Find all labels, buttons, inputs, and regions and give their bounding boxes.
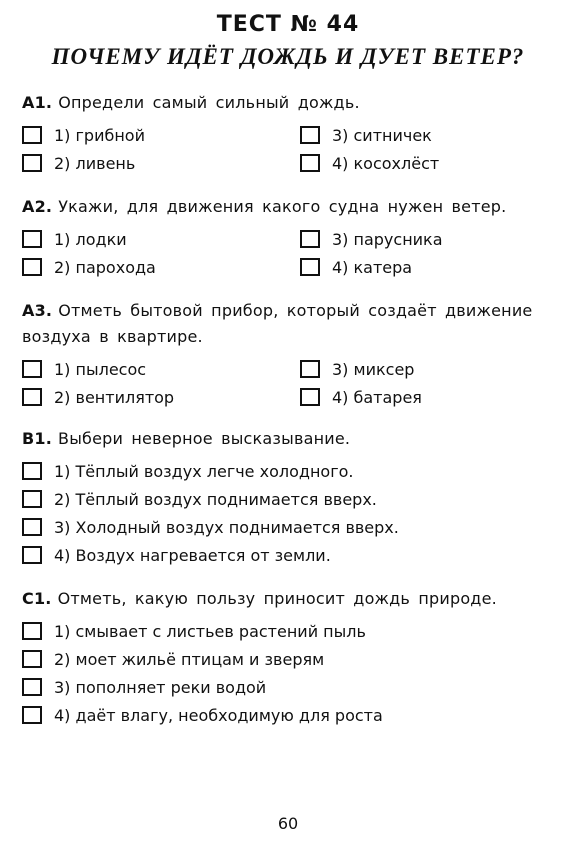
- option-b1-1[interactable]: [22, 458, 353, 484]
- test-title: ТЕСТ № 44: [216, 12, 360, 37]
- question-b1: [22, 426, 552, 570]
- option-label: 4) косохлёст: [332, 153, 440, 173]
- option-a1-2[interactable]: [22, 150, 135, 176]
- checkbox[interactable]: [22, 462, 42, 480]
- option-c1-1[interactable]: [22, 618, 366, 644]
- option-label: 3) парусника: [332, 229, 443, 249]
- question-label: Выбери неверное высказывание.: [58, 429, 351, 448]
- option-b1-3[interactable]: [22, 514, 399, 540]
- option-label: 2) моет жильё птицам и зверям: [54, 649, 325, 669]
- checkbox[interactable]: [22, 154, 42, 172]
- checkbox[interactable]: [300, 230, 320, 248]
- option-label: 4) Воздух нагревается от земли.: [54, 545, 331, 565]
- checkbox[interactable]: [22, 258, 42, 276]
- option-a1-4[interactable]: [300, 150, 439, 176]
- option-label: 4) даёт влагу, необходимую для роста: [54, 705, 383, 725]
- question-number: A2.: [22, 197, 53, 216]
- question-a2: [22, 194, 552, 284]
- option-b1-2[interactable]: [22, 486, 377, 512]
- option-a2-3[interactable]: [300, 226, 443, 252]
- option-label: 3) пополняет реки водой: [54, 677, 267, 697]
- question-a1: [22, 90, 552, 180]
- option-a1-1[interactable]: [22, 122, 145, 148]
- question-label: Определи самый сильный дождь.: [58, 93, 360, 112]
- question-a3: [22, 298, 552, 414]
- option-label: 2) парохода: [54, 257, 156, 277]
- test-subtitle: ПОЧЕМУ ИДЁТ ДОЖДЬ И ДУЕТ ВЕТЕР?: [51, 44, 525, 69]
- checkbox[interactable]: [22, 518, 42, 536]
- checkbox[interactable]: [22, 230, 42, 248]
- question-a1-text: [22, 90, 552, 116]
- question-label: Отметь бытовой прибор, который создаёт движение воздуха в квартире.: [22, 301, 533, 346]
- question-number: C1.: [22, 589, 52, 608]
- option-label: 2) ливень: [54, 153, 136, 173]
- question-number: A3.: [22, 301, 53, 320]
- option-label: 2) вентилятор: [54, 387, 175, 407]
- option-a3-2[interactable]: [22, 384, 174, 410]
- option-label: 4) батарея: [332, 387, 422, 407]
- option-label: 3) миксер: [332, 359, 415, 379]
- option-a2-2[interactable]: [22, 254, 156, 280]
- option-label: 3) Холодный воздух поднимается вверх.: [54, 517, 399, 537]
- checkbox[interactable]: [300, 258, 320, 276]
- checkbox[interactable]: [300, 360, 320, 378]
- checkbox[interactable]: [22, 678, 42, 696]
- option-c1-3[interactable]: [22, 674, 266, 700]
- checkbox[interactable]: [22, 650, 42, 668]
- checkbox[interactable]: [22, 706, 42, 724]
- option-label: 4) катера: [332, 257, 413, 277]
- checkbox[interactable]: [22, 622, 42, 640]
- option-a2-4[interactable]: [300, 254, 412, 280]
- checkbox[interactable]: [22, 546, 42, 564]
- option-label: 1) грибной: [54, 125, 145, 145]
- page-number: 60: [277, 814, 299, 833]
- question-a3-text: [22, 298, 550, 350]
- option-a2-1[interactable]: [22, 226, 127, 252]
- option-a3-4[interactable]: [300, 384, 422, 410]
- checkbox[interactable]: [300, 388, 320, 406]
- question-b1-text: [22, 426, 552, 452]
- question-number: A1.: [22, 93, 53, 112]
- checkbox[interactable]: [22, 126, 42, 144]
- checkbox[interactable]: [22, 388, 42, 406]
- checkbox[interactable]: [22, 360, 42, 378]
- option-b1-4[interactable]: [22, 542, 331, 568]
- option-a1-3[interactable]: [300, 122, 432, 148]
- option-a3-3[interactable]: [300, 356, 414, 382]
- question-label: Укажи, для движения какого судна нужен ветер.: [58, 197, 507, 216]
- option-label: 3) ситничек: [332, 125, 432, 145]
- question-c1: [22, 586, 552, 730]
- option-label: 1) лодки: [54, 229, 127, 249]
- checkbox[interactable]: [300, 126, 320, 144]
- question-number: B1.: [22, 429, 53, 448]
- option-label: 1) пылесос: [54, 359, 147, 379]
- checkbox[interactable]: [300, 154, 320, 172]
- option-c1-4[interactable]: [22, 702, 383, 728]
- question-c1-text: [22, 586, 552, 612]
- option-label: 2) Тёплый воздух поднимается вверх.: [54, 489, 377, 509]
- checkbox[interactable]: [22, 490, 42, 508]
- option-a3-1[interactable]: [22, 356, 146, 382]
- question-label: Отметь, какую пользу приносит дождь природе.: [57, 589, 497, 608]
- question-a2-text: [22, 194, 552, 220]
- option-c1-2[interactable]: [22, 646, 324, 672]
- option-label: 1) смывает с листьев растений пыль: [54, 621, 366, 641]
- option-label: 1) Тёплый воздух легче холодного.: [54, 461, 354, 481]
